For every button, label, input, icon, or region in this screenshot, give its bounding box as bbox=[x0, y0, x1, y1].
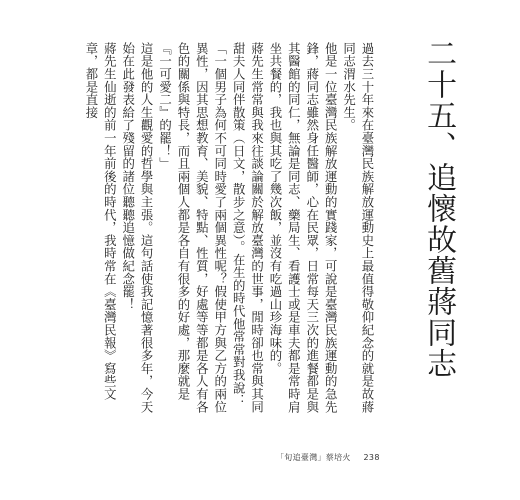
body-text bbox=[83, 42, 376, 418]
paragraph-3: 蔣先生常常與我來往談論關於解放臺灣的世事，閒時卻也常與其同甜夫人同伴散策（日文，散步之意）。在生的時代他常常對我說： bbox=[231, 42, 265, 414]
paragraph-1: 過去三十年來在臺灣民族解放運動史上最值得敬仰紀念的就是故蔣同志渭水先生。 bbox=[341, 42, 375, 414]
paragraph-6: 蔣先生仙逝的前一年前後的時代，我時常在《臺灣民報》寫些文章，都是直接 bbox=[83, 42, 118, 401]
chapter-title: 二十五、追懷故舊蔣同志 bbox=[421, 38, 457, 379]
page-number: 238 bbox=[363, 453, 380, 462]
running-footer-title: 「旬追臺灣」蔡培火 bbox=[276, 453, 351, 462]
page-footer bbox=[276, 452, 380, 463]
paragraph-4: 「一個男子為何不可同時愛了兩個異性呢？假使甲方與乙方的兩位異性，因其思想教育、美貌、特點、性質，好處等等都是各人有各色的關係與特長，而且兩個人都是各自有很多的好處，那麼就是『一可愛二』的罷！」 bbox=[157, 42, 228, 414]
paragraph-2: 他是一位臺灣民族解放運動的實踐家，可說是臺灣民族運動的急先鋒，蔣同志雖然身任醫師，心在民眾，日常每天三次的進餐都是與其醫館的同仁，無論是同志、藥局生、看護士或是車夫都是常時肩坐共餐的，我也與其吃了幾次飯，並沒有吃過山珍海味的。 bbox=[267, 42, 339, 414]
paragraph-5: 這是他的人生觀愛的哲學與主張。這句話使我記憶著很多年，今天始在此發表給了殘留的諸位聽聽追憶做紀念罷！ bbox=[120, 42, 155, 414]
